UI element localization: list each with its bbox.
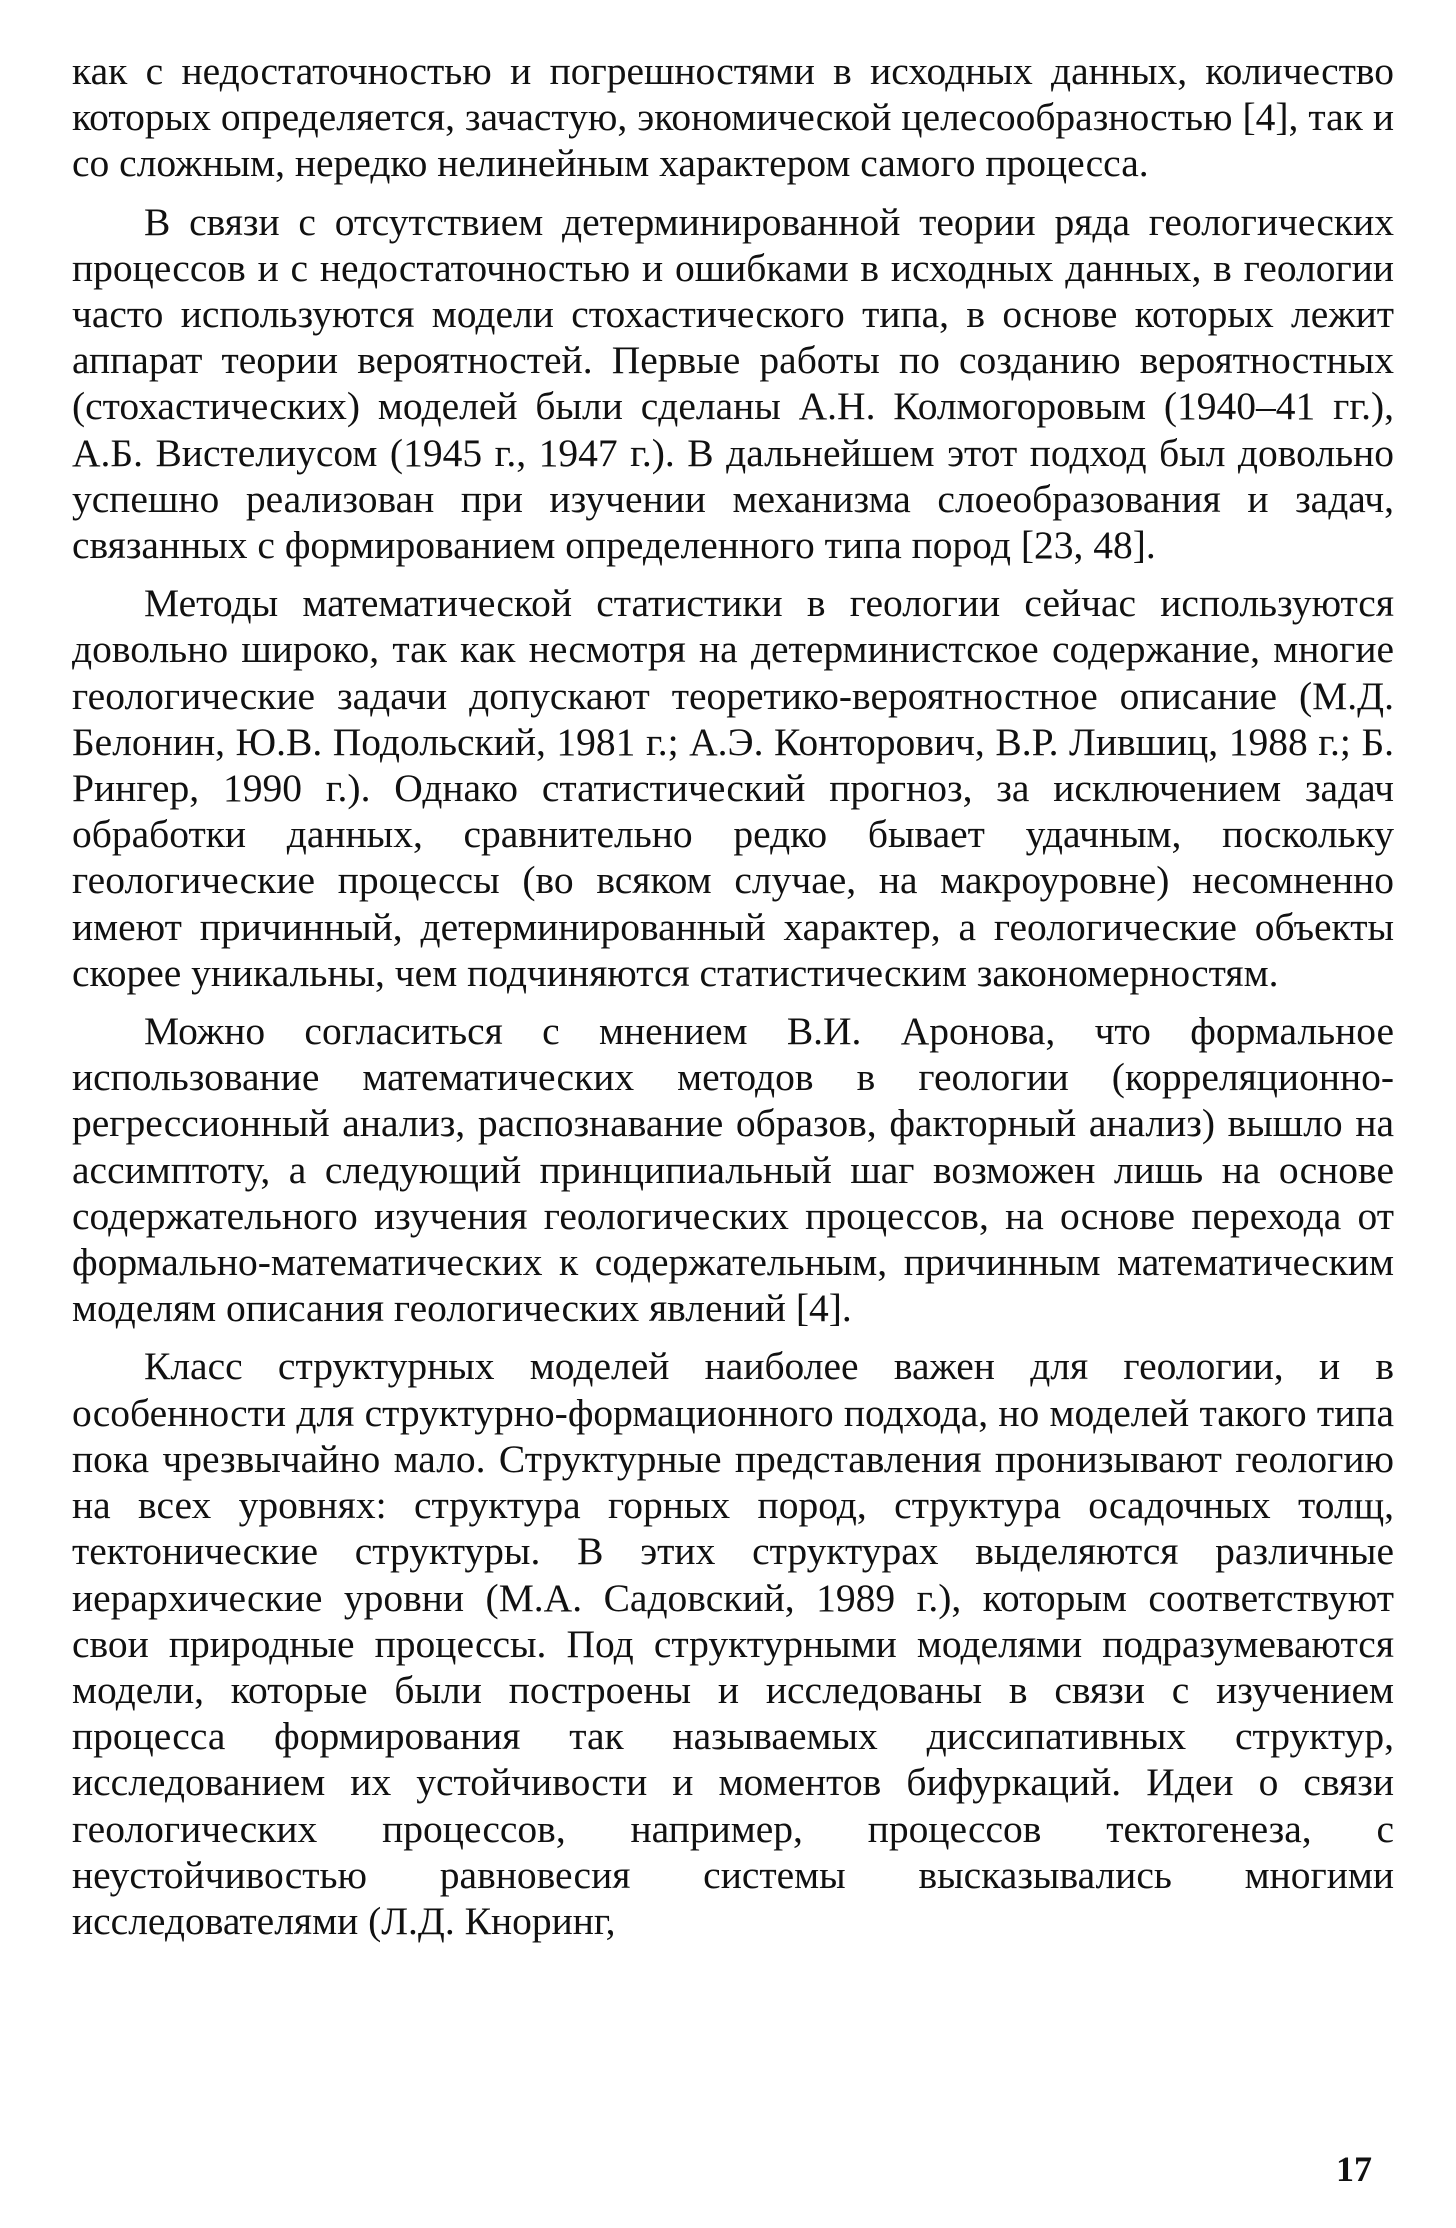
paragraph-3: Методы математической статистики в геологии сейчас используются довольно широко, так как несмотря на детерминистское содержание, многие геологические задачи допускают теоретико-вероятностное описание (М.Д. Белонин, Ю.В. Подольский, 1981 г.; А.Э. Конторович, В.Р. Лившиц, 1988 г.; Б. Рингер, 1990 г.). Однако статистический прогноз, за исключением задач обработки данных, сравнительно редко бывает удачным, поскольку геологические процессы (во всяком случае, на макроуровне) несомненно имеют причинный, детерминированный характер, а геологические объекты скорее уникальны, чем подчиняются статистическим закономерностям. xyxy=(72,581,1394,995)
page-number: 17 xyxy=(1336,2149,1372,2189)
paragraph-1: как с недостаточностью и погрешностями в исходных данных, количество которых определяется, зачастую, экономической целесообразностью [4], так и со сложным, нередко нелинейным характером самого процесса. xyxy=(72,49,1394,186)
paragraph-2: В связи с отсутствием детерминированной теории ряда геологических процессов и с недостаточностью и ошибками в исходных данных, в геологии часто используются модели стохастического типа, в основе которых лежит аппарат теории вероятностей. Первые работы по созданию вероятностных (стохастических) моделей были сделаны А.Н. Колмогоровым (1940–41 гг.), А.Б. Вистелиусом (1945 г., 1947 г.). В дальнейшем этот подход был довольно успешно реализован при изучении механизма слоеобразования и задач, связанных с формированием определенного типа пород [23, 48]. xyxy=(72,199,1394,568)
paragraph-5: Класс структурных моделей наиболее важен для геологии, и в особенности для структурно-формационного подхода, но моделей такого типа пока чрезвычайно мало. Структурные представления пронизывают геологию на всех уровнях: структура горных пород, структура осадочных толщ, тектонические структуры. В этих структурах выделяются различные иерархические уровни (М.А. Садовский, 1989 г.), которым соответствуют свои природные процессы. Под структурными моделями подразумеваются модели, которые были построены и исследованы в связи с изучением процесса формирования так называемых диссипативных структур, исследованием их устойчивости и моментов бифуркаций. Идеи о связи геологических процессов, например, процессов тектогенеза, с неустойчивостью равновесия системы высказывались многими исследователями (Л.Д. Кноринг, xyxy=(72,1344,1394,1943)
paragraph-4: Можно согласиться с мнением В.И. Аронова, что формальное использование математических методов в геологии (корреляционно-регрессионный анализ, распознавание образов, факторный анализ) вышло на ассимптоту, а следующий принципиальный шаг возможен лишь на основе содержательного изучения геологических процессов, на основе перехода от формально-математических к содержательным, причинным математическим моделям описания геологических явлений [4]. xyxy=(72,1009,1394,1331)
page-body xyxy=(72,48,1394,1956)
